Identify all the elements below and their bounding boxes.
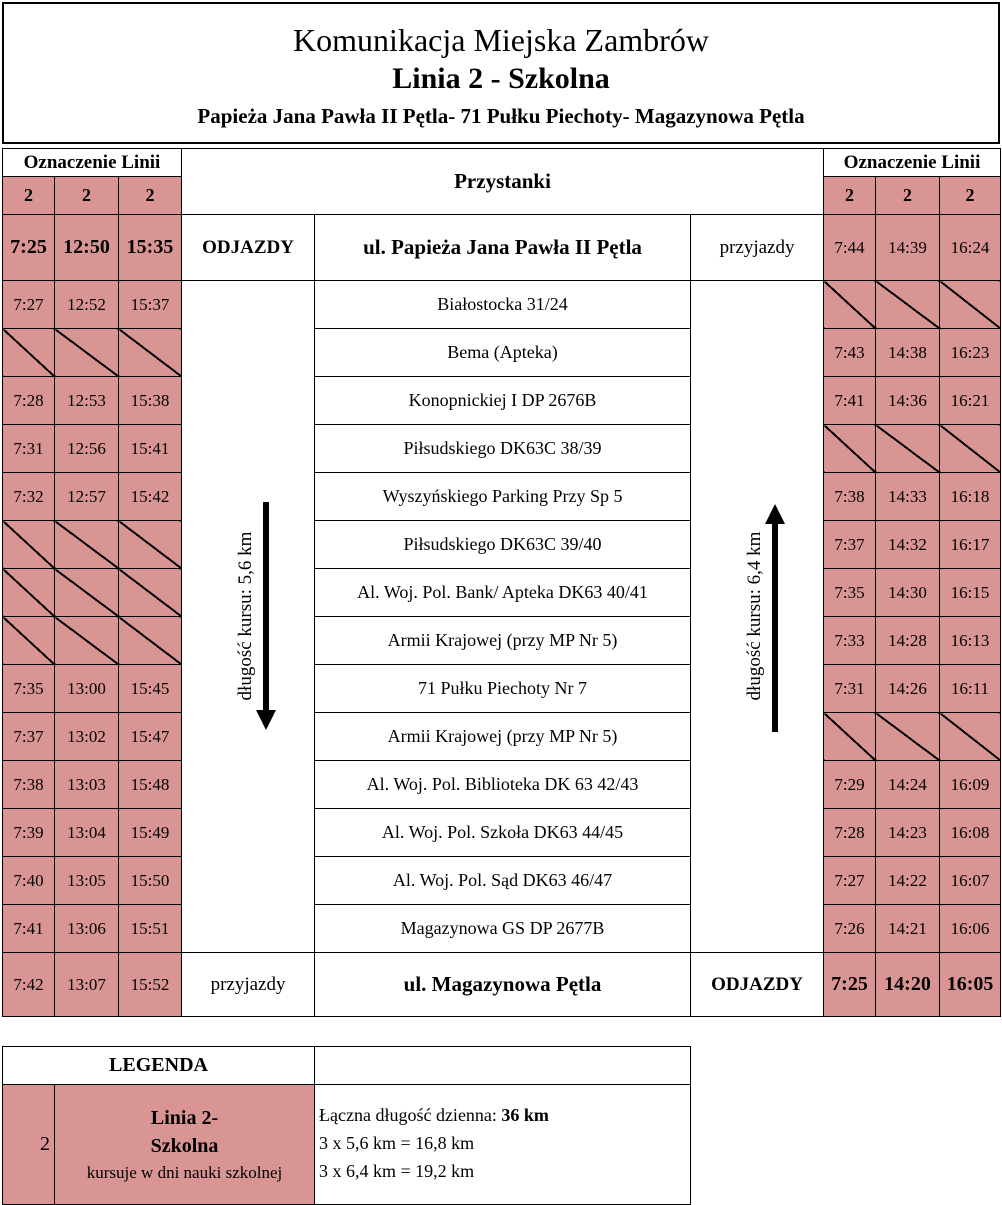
- arrival-time: 14:28: [876, 617, 940, 665]
- line-number: 2: [3, 177, 55, 215]
- departure-time: 13:02: [55, 713, 119, 761]
- arrivals-label: przyjazdy: [691, 215, 824, 281]
- departure-time: 7:39: [3, 809, 55, 857]
- departure-time-bold: 16:05: [940, 953, 1001, 1017]
- departure-time: 12:56: [55, 425, 119, 473]
- stop-name: Al. Woj. Pol. Biblioteka DK 63 42/43: [315, 761, 691, 809]
- no-stop-cell: [824, 281, 876, 329]
- arrival-time: 16:24: [940, 215, 1001, 281]
- no-stop-cell: [824, 425, 876, 473]
- no-stop-cell: [55, 329, 119, 377]
- departure-time: 7:31: [3, 425, 55, 473]
- departure-time: 12:53: [55, 377, 119, 425]
- departure-time: 7:38: [3, 761, 55, 809]
- arrival-time: 7:33: [824, 617, 876, 665]
- departure-time-bold: 14:20: [876, 953, 940, 1017]
- legend-title: LEGENDA: [3, 1047, 315, 1085]
- arrival-time: 7:43: [824, 329, 876, 377]
- arrival-time: 7:37: [824, 521, 876, 569]
- stop-name: Konopnickiej I DP 2676B: [315, 377, 691, 425]
- arrival-time: 7:41: [824, 377, 876, 425]
- no-stop-cell: [55, 569, 119, 617]
- legend-name-line1: Linia 2-: [150, 1106, 219, 1129]
- legend-calc-1: 3 x 5,6 km = 16,8 km: [319, 1133, 475, 1153]
- arrivals-label: przyjazdy: [182, 953, 315, 1017]
- company-name: Komunikacja Miejska Zambrów: [293, 22, 709, 58]
- line-label-right: Oznaczenie Linii: [824, 149, 1001, 177]
- stop-name: Bema (Apteka): [315, 329, 691, 377]
- arrival-time: 16:15: [940, 569, 1001, 617]
- no-stop-cell: [3, 521, 55, 569]
- arrival-time: 14:36: [876, 377, 940, 425]
- departure-time-bold: 7:25: [3, 215, 55, 281]
- legend-distance: [315, 1085, 691, 1205]
- departure-time: 13:04: [55, 809, 119, 857]
- line-number: 2: [876, 177, 940, 215]
- arrival-time: 7:42: [3, 953, 55, 1017]
- line-number: 2: [940, 177, 1001, 215]
- departure-time: 15:51: [119, 905, 182, 953]
- legend-blank: [315, 1047, 691, 1085]
- stops-label: Przystanki: [182, 149, 824, 215]
- no-stop-cell: [940, 713, 1001, 761]
- legend-line-number: 2: [3, 1085, 55, 1205]
- stop-name: Piłsudskiego DK63C 39/40: [315, 521, 691, 569]
- direction-left-cell: [182, 281, 315, 953]
- departure-time-bold: 12:50: [55, 215, 119, 281]
- line-title: Linia 2 - Szkolna: [392, 62, 610, 95]
- arrival-time: 16:07: [940, 857, 1001, 905]
- arrival-time: 13:07: [55, 953, 119, 1017]
- no-stop-cell: [876, 425, 940, 473]
- arrival-time: 14:26: [876, 665, 940, 713]
- route-description: Papieża Jana Pawła II Pętla- 71 Pułku Piechoty- Magazynowa Pętla: [197, 104, 805, 128]
- stop-name: Wyszyńskiego Parking Przy Sp 5: [315, 473, 691, 521]
- arrival-time: 14:22: [876, 857, 940, 905]
- arrival-time: 14:30: [876, 569, 940, 617]
- departure-time-bold: 7:25: [824, 953, 876, 1017]
- departure-time: 7:41: [3, 905, 55, 953]
- no-stop-cell: [55, 521, 119, 569]
- arrival-time: 15:52: [119, 953, 182, 1017]
- arrival-time: 16:21: [940, 377, 1001, 425]
- arrival-time: 14:38: [876, 329, 940, 377]
- departures-label: ODJAZDY: [182, 215, 315, 281]
- stop-name: Al. Woj. Pol. Bank/ Apteka DK63 40/41: [315, 569, 691, 617]
- arrival-time: 7:27: [824, 857, 876, 905]
- departure-time: 7:27: [3, 281, 55, 329]
- departure-time-bold: 15:35: [119, 215, 182, 281]
- stop-name: Al. Woj. Pol. Sąd DK63 46/47: [315, 857, 691, 905]
- departure-time: 13:05: [55, 857, 119, 905]
- timetable: [2, 148, 1001, 1017]
- line-number: 2: [119, 177, 182, 215]
- departures-label: ODJAZDY: [691, 953, 824, 1017]
- departure-time: 7:35: [3, 665, 55, 713]
- arrival-time: 16:11: [940, 665, 1001, 713]
- departure-time: 15:50: [119, 857, 182, 905]
- arrival-time: 7:35: [824, 569, 876, 617]
- no-stop-cell: [940, 425, 1001, 473]
- legend-calc-2: 3 x 6,4 km = 19,2 km: [319, 1161, 475, 1181]
- departure-time: 15:45: [119, 665, 182, 713]
- arrival-time: 16:18: [940, 473, 1001, 521]
- departure-time: 15:41: [119, 425, 182, 473]
- departure-time: 7:40: [3, 857, 55, 905]
- departure-time: 15:49: [119, 809, 182, 857]
- arrival-time: 16:06: [940, 905, 1001, 953]
- stop-name-terminus: ul. Papieża Jana Pawła II Pętla: [315, 215, 691, 281]
- course-length-label: długość kursu: 6,4 km: [744, 531, 766, 700]
- stop-name: Białostocka 31/24: [315, 281, 691, 329]
- no-stop-cell: [119, 617, 182, 665]
- arrival-time: 7:38: [824, 473, 876, 521]
- arrival-time: 14:23: [876, 809, 940, 857]
- legend-total-label: Łączna długość dzienna:: [319, 1105, 502, 1125]
- arrival-time: 14:32: [876, 521, 940, 569]
- departure-time: 7:32: [3, 473, 55, 521]
- no-stop-cell: [876, 281, 940, 329]
- arrival-time: 16:09: [940, 761, 1001, 809]
- arrow-down-icon: [256, 502, 276, 732]
- arrival-time: 16:17: [940, 521, 1001, 569]
- line-label-left: Oznaczenie Linii: [3, 149, 182, 177]
- no-stop-cell: [119, 569, 182, 617]
- no-stop-cell: [3, 617, 55, 665]
- arrival-time: 7:26: [824, 905, 876, 953]
- arrival-time: 7:28: [824, 809, 876, 857]
- legend-line-name: [55, 1085, 315, 1205]
- stop-name: Piłsudskiego DK63C 38/39: [315, 425, 691, 473]
- stop-name: Armii Krajowej (przy MP Nr 5): [315, 713, 691, 761]
- no-stop-cell: [55, 617, 119, 665]
- arrow-up-icon: [765, 502, 785, 732]
- arrival-time: 7:44: [824, 215, 876, 281]
- line-number: 2: [824, 177, 876, 215]
- legend-total-value: 36 km: [501, 1105, 549, 1125]
- no-stop-cell: [119, 521, 182, 569]
- legend: [2, 1046, 691, 1205]
- departure-time: 15:37: [119, 281, 182, 329]
- arrival-time: 14:33: [876, 473, 940, 521]
- no-stop-cell: [3, 329, 55, 377]
- departure-time: 13:00: [55, 665, 119, 713]
- departure-time: 12:57: [55, 473, 119, 521]
- departure-time: 13:03: [55, 761, 119, 809]
- line-number: 2: [55, 177, 119, 215]
- arrival-time: 14:39: [876, 215, 940, 281]
- arrival-time: 14:24: [876, 761, 940, 809]
- direction-right-cell: [691, 281, 824, 953]
- no-stop-cell: [876, 713, 940, 761]
- departure-time: 12:52: [55, 281, 119, 329]
- legend-name-line2: Szkolna: [150, 1134, 219, 1157]
- departure-time: 15:48: [119, 761, 182, 809]
- stop-name: 71 Pułku Piechoty Nr 7: [315, 665, 691, 713]
- stop-name: Armii Krajowej (przy MP Nr 5): [315, 617, 691, 665]
- departure-time: 15:47: [119, 713, 182, 761]
- arrival-time: 14:21: [876, 905, 940, 953]
- legend-total: [319, 1101, 690, 1129]
- no-stop-cell: [3, 569, 55, 617]
- no-stop-cell: [824, 713, 876, 761]
- timetable-header: [2, 2, 1000, 144]
- departure-time: 7:28: [3, 377, 55, 425]
- course-length-label: długość kursu: 5,6 km: [235, 531, 257, 700]
- no-stop-cell: [940, 281, 1001, 329]
- arrival-time: 16:23: [940, 329, 1001, 377]
- stop-name: Al. Woj. Pol. Szkoła DK63 44/45: [315, 809, 691, 857]
- arrival-time: 7:29: [824, 761, 876, 809]
- arrival-time: 7:31: [824, 665, 876, 713]
- departure-time: 7:37: [3, 713, 55, 761]
- legend-note: kursuje w dni nauki szkolnej: [86, 1162, 283, 1182]
- stop-name-terminus: ul. Magazynowa Pętla: [315, 953, 691, 1017]
- departure-time: 13:06: [55, 905, 119, 953]
- arrival-time: 16:13: [940, 617, 1001, 665]
- no-stop-cell: [119, 329, 182, 377]
- departure-time: 15:42: [119, 473, 182, 521]
- departure-time: 15:38: [119, 377, 182, 425]
- stop-name: Magazynowa GS DP 2677B: [315, 905, 691, 953]
- arrival-time: 16:08: [940, 809, 1001, 857]
